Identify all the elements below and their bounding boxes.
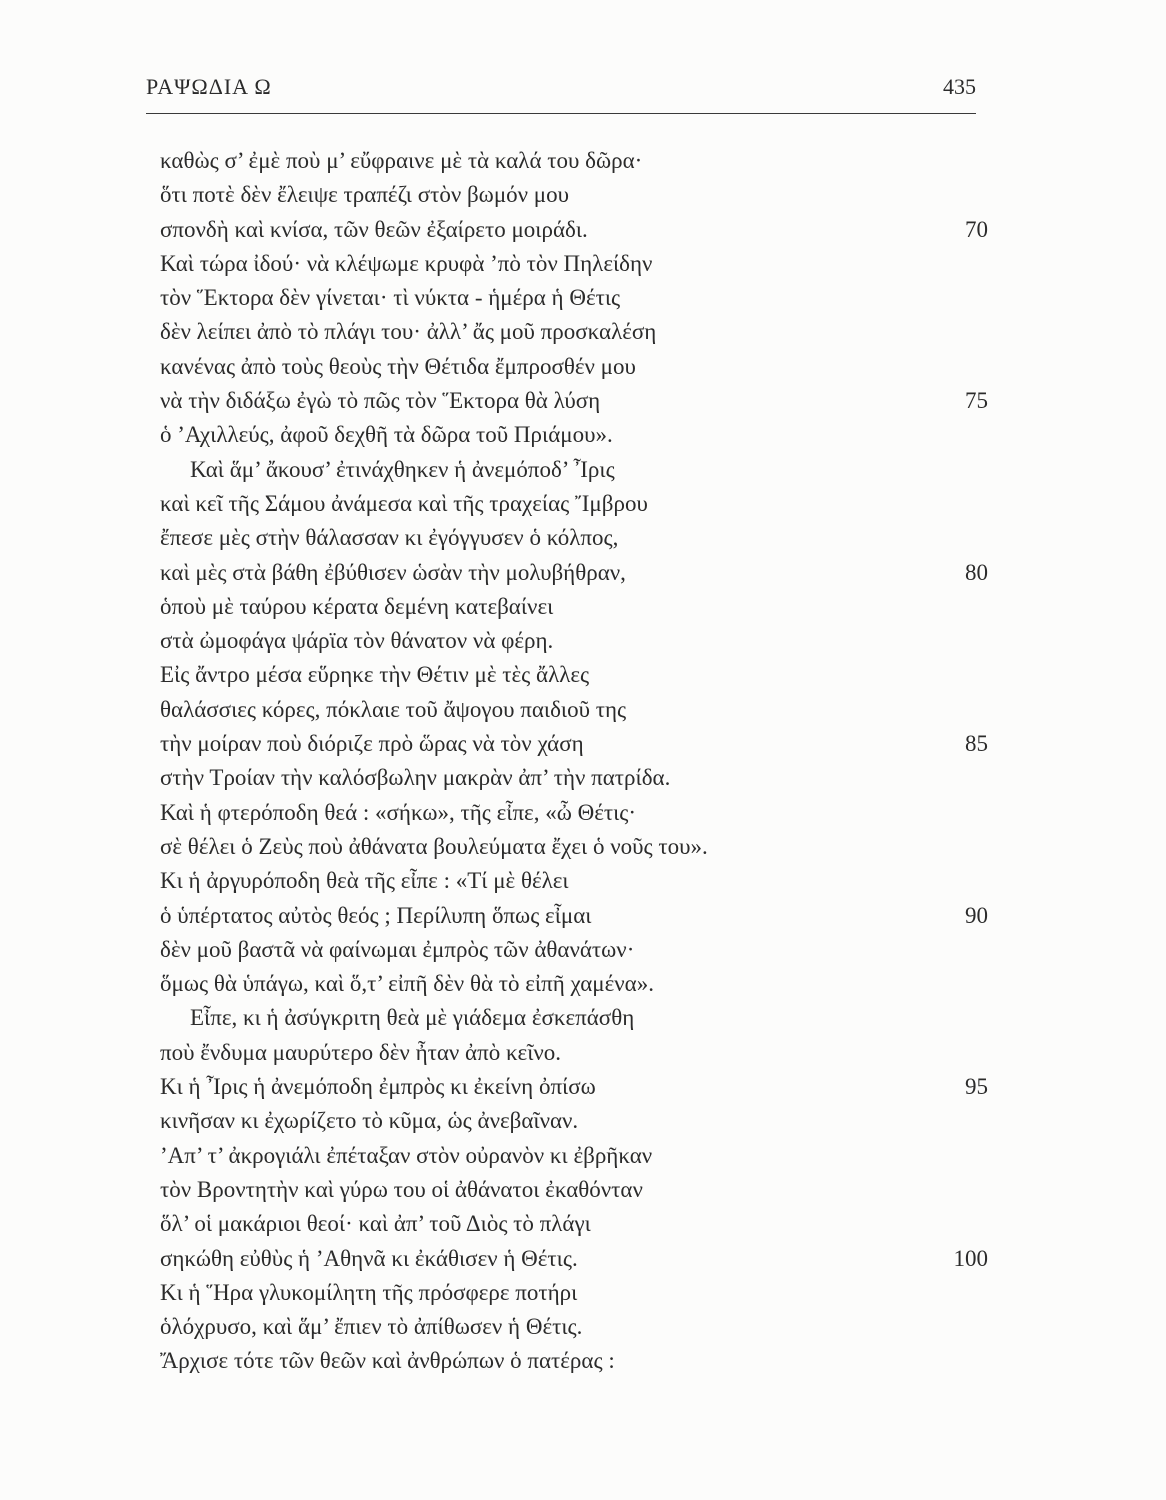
verse-line xyxy=(146,761,988,795)
verse-text: κανένας ἀπὸ τοὺς θεοὺς τὴν Θέτιδα ἔμπροσθέν μου xyxy=(160,353,636,379)
verse-line xyxy=(146,247,988,281)
verse-text: θαλάσσιες κόρες, πόκλαιε τοῦ ἄψογου παιδιοῦ της xyxy=(160,696,627,722)
verse-line xyxy=(146,521,988,555)
verse-text: Κι ἡ ἀργυρόποδη θεὰ τῆς εἶπε : «Τί μὲ θέλει xyxy=(160,868,569,894)
line-number: 85 xyxy=(965,731,988,757)
verse-text: τὸν Ἕκτορα δὲν γίνεται· τὶ νύκτα - ἡμέρα ἡ Θέτις xyxy=(160,285,621,311)
verse-line xyxy=(146,418,988,452)
verse-text: ἔπεσε μὲς στὴν θάλασσαν κι ἐγόγγυσεν ὁ κόλπος, xyxy=(160,525,619,551)
verse-line xyxy=(146,556,988,590)
line-number: 95 xyxy=(965,1074,988,1100)
verse-line xyxy=(146,796,988,830)
verse-line xyxy=(146,590,988,624)
verse-line xyxy=(146,864,988,898)
verse-line xyxy=(146,1139,988,1173)
verse-line xyxy=(146,933,988,967)
verse-line xyxy=(146,1344,988,1378)
verse-text: δὲν μοῦ βαστᾶ νὰ φαίνωμαι ἐμπρὸς τῶν ἀθανάτων· xyxy=(160,936,635,962)
verse-line xyxy=(146,1001,988,1035)
verse-line xyxy=(146,1070,988,1104)
verse-text: κινῆσαν κι ἐχωρίζετο τὸ κῦμα, ὡς ἀνεβαῖναν. xyxy=(160,1108,579,1134)
verse-text: ὁποὺ μὲ ταύρου κέρατα δεμένη κατεβαίνει xyxy=(160,593,554,619)
verse-line xyxy=(146,658,988,692)
verse-block xyxy=(146,144,988,1379)
verse-line xyxy=(146,1036,988,1070)
verse-text: καὶ κεῖ τῆς Σάμου ἀνάμεσα καὶ τῆς τραχείας Ἴμβρου xyxy=(160,490,648,516)
verse-text: Κι ἡ Ἶρις ἡ ἀνεμόποδη ἐμπρὸς κι ἐκείνη ὀπίσω xyxy=(160,1074,596,1100)
header-rule xyxy=(146,113,976,114)
verse-line xyxy=(146,1276,988,1310)
verse-text: στὰ ὠμοφάγα ψάρϊα τὸν θάνατον νὰ φέρη. xyxy=(160,628,554,654)
verse-line xyxy=(146,178,988,212)
verse-text: τὸν Βροντητὴν καὶ γύρω του οἱ ἀθάνατοι ἐκαθόνταν xyxy=(160,1176,643,1202)
verse-text: Ἄρχισε τότε τῶν θεῶν καὶ ἀνθρώπων ὁ πατέρας : xyxy=(160,1348,615,1374)
verse-text: στὴν Τροίαν τὴν καλόσβωλην μακρὰν ἀπ’ τὴν πατρίδα. xyxy=(160,765,671,791)
verse-text: σὲ θέλει ὁ Ζεὺς ποὺ ἀθάνατα βουλεύματα ἔχει ὁ νοῦς του». xyxy=(160,833,708,859)
chapter-title: ΡΑΨΩΔΙΑ Ω xyxy=(146,74,272,99)
verse-line xyxy=(146,1173,988,1207)
verse-line xyxy=(146,693,988,727)
verse-text: Κι ἡ Ἥρα γλυκομίλητη τῆς πρόσφερε ποτήρι xyxy=(160,1279,578,1305)
verse-text: ὅλ’ οἱ μακάριοι θεοί· καὶ ἀπ’ τοῦ Διὸς τὸ πλάγι xyxy=(160,1211,591,1237)
line-number: 75 xyxy=(965,388,988,414)
line-number: 100 xyxy=(953,1245,988,1271)
verse-line xyxy=(146,281,988,315)
verse-line xyxy=(146,487,988,521)
verse-text: καθὼς σ’ ἐμὲ ποὺ μ’ εὔφραινε μὲ τὰ καλά του δῶρα· xyxy=(160,148,643,173)
verse-text: ποὺ ἔνδυμα μαυρύτερο δὲν ἦταν ἀπὸ κεῖνο. xyxy=(160,1039,562,1065)
line-number: 80 xyxy=(965,559,988,585)
verse-line xyxy=(146,213,988,247)
verse-line xyxy=(146,727,988,761)
verse-text: ’Απ’ τ’ ἀκρογιάλι ἐπέταξαν στὸν οὐρανὸν κι ἐβρῆκαν xyxy=(160,1142,653,1168)
verse-line xyxy=(146,315,988,349)
verse-text: ὁ ὑπέρτατος αὐτὸς θεός ; Περίλυπη ὅπως εἶμαι xyxy=(160,902,592,928)
verse-line xyxy=(146,453,988,487)
verse-line xyxy=(146,144,988,178)
verse-line xyxy=(146,384,988,418)
verse-text: τὴν μοίραν ποὺ διόριζε πρὸ ὥρας νὰ τὸν χάση xyxy=(160,731,584,757)
page-number: 435 xyxy=(943,74,976,99)
verse-line xyxy=(146,1104,988,1138)
verse-text: ὅμως θὰ ὑπάγω, καὶ ὅ,τ’ εἰπῆ δὲν θὰ τὸ εἰπῆ χαμένα». xyxy=(160,971,654,997)
verse-line xyxy=(146,624,988,658)
verse-text: νὰ τὴν διδάξω ἐγὼ τὸ πῶς τὸν Ἕκτορα θὰ λύση xyxy=(160,388,601,414)
verse-text: δὲν λείπει ἀπὸ τὸ πλάγι του· ἀλλ’ ἄς μοῦ προσκαλέση xyxy=(160,319,657,345)
verse-text: Εἰς ἄντρο μέσα εὕρηκε τὴν Θέτιν μὲ τὲς ἄλλες xyxy=(160,662,590,688)
verse-text: ὁ ’Αχιλλεύς, ἀφοῦ δεχθῆ τὰ δῶρα τοῦ Πριάμου». xyxy=(160,422,613,448)
verse-line xyxy=(146,350,988,384)
verse-line xyxy=(146,1242,988,1276)
verse-text: Εἶπε, κι ἡ ἀσύγκριτη θεὰ μὲ γιάδεμα ἐσκεπάσθη xyxy=(190,1005,635,1031)
verse-text: σπονδὴ καὶ κνίσα, τῶν θεῶν ἐξαίρετο μοιράδι. xyxy=(160,216,588,242)
verse-text: Καὶ τώρα ἰδού· νὰ κλέψωμε κρυφὰ ’πὸ τὸν Πηλείδην xyxy=(160,250,653,276)
running-head xyxy=(146,74,976,108)
verse-line xyxy=(146,1207,988,1241)
line-number: 70 xyxy=(965,216,988,242)
verse-text: καὶ μὲς στὰ βάθη ἐβύθισεν ὡσὰν τὴν μολυβήθραν, xyxy=(160,559,626,585)
verse-text: Καὶ ἡ φτερόποδη θεά : «σήκω», τῆς εἶπε, «ὦ Θέτις· xyxy=(160,799,637,825)
verse-line xyxy=(146,899,988,933)
verse-text: σηκώθη εὐθὺς ἡ ’Αθηνᾶ κι ἐκάθισεν ἡ Θέτις. xyxy=(160,1245,578,1271)
verse-text: ὁλόχρυσο, καὶ ἅμ’ ἔπιεν τὸ ἀπίθωσεν ἡ Θέτις. xyxy=(160,1314,583,1340)
verse-line xyxy=(146,1310,988,1344)
verse-text: ὅτι ποτὲ δὲν ἔλειψε τραπέζι στὸν βωμόν μου xyxy=(160,182,570,208)
line-number: 90 xyxy=(965,902,988,928)
verse-line xyxy=(146,967,988,1001)
verse-text: Καὶ ἅμ’ ἄκουσ’ ἐτινάχθηκεν ἡ ἀνεμόποδ’ Ἶρις xyxy=(190,456,615,482)
verse-line xyxy=(146,830,988,864)
